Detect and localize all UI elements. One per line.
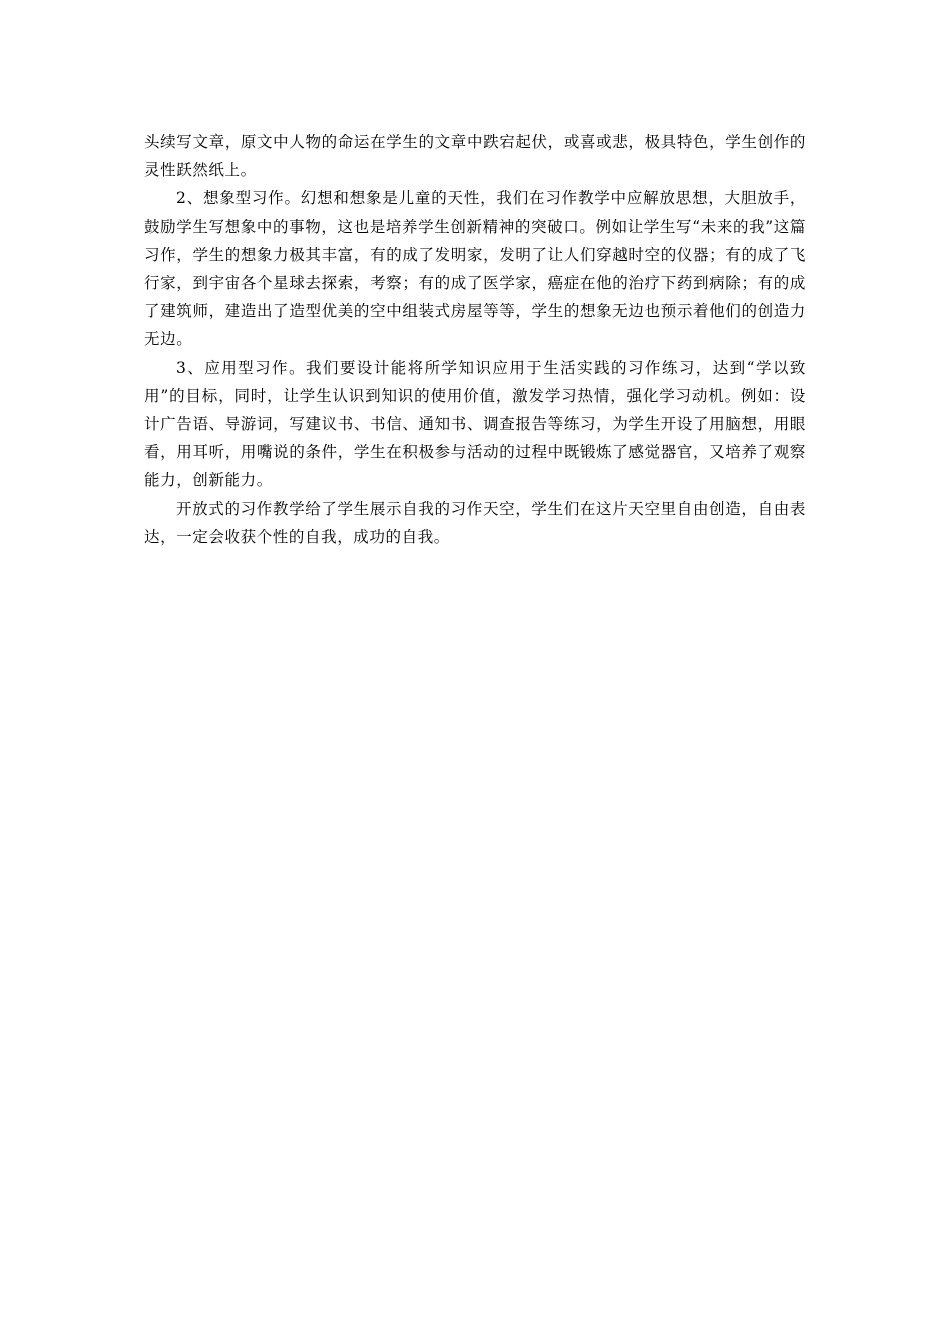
paragraph-conclusion: 开放式的习作教学给了学生展示自我的习作天空，学生们在这片天空里自由创造，自由表达，一定会收获个性的自我，成功的自我。 — [144, 499, 806, 546]
paragraph-imaginative-writing: 2、想象型习作。幻想和想象是儿童的天性，我们在习作教学中应解放思想，大胆放手，鼓励学生写想象中的事物，这也是培养学生创新精神的突破口。例如让学生写“未来的我”这篇习作，学生的想象力极其丰富，有的成了发明家，发明了让人们穿越时空的仪器；有的成了飞行家，到宇宙各个星球去探索，考察；有的成了医学家，癌症在他的治疗下药到病除；有的成了建筑师，建造出了造型优美的空中组装式房屋等等，学生的想象无边也预示着他们的创造力无边。 — [144, 189, 806, 349]
paragraph-applied-writing: 3、应用型习作。我们要设计能将所学知识应用于生活实践的习作练习，达到“学以致用”的目标，同时，让学生认识到知识的使用价值，激发学习热情，强化学习动机。例如：设计广告语、导游词，写建议书、书信、通知书、调查报告等练习，为学生开设了用脑想，用眼看，用耳听，用嘴说的条件，学生在积极参与活动的过程中既锻炼了感觉器官，又培养了观察能力，创新能力。 — [144, 358, 806, 490]
document-body — [144, 128, 806, 551]
paragraph-continuation: 头续写文章，原文中人物的命运在学生的文章中跌宕起伏，或喜或悲，极具特色，学生创作的灵性跃然纸上。 — [144, 133, 806, 180]
